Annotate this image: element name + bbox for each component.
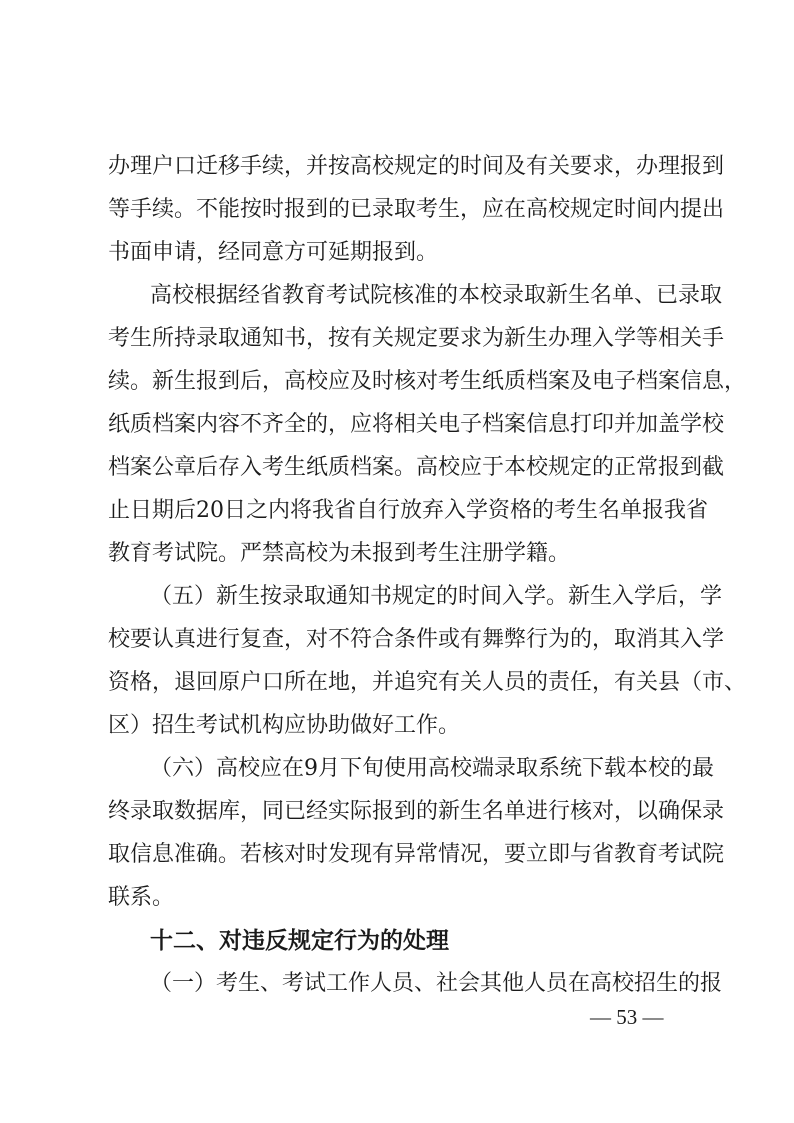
text-line: 考生所持录取通知书，按有关规定要求为新生办理入学等相关手 xyxy=(108,326,725,351)
text-line: 止日期后20日之内将我省自行放弃入学资格的考生名单报我省 xyxy=(108,498,708,523)
text-line: 高校根据经省教育考试院核准的本校录取新生名单、已录取 xyxy=(150,283,723,308)
text-line: 续。新生报到后，高校应及时核对考生纸质档案及电子档案信息， xyxy=(108,369,747,394)
text-line: 校要认真进行复查，对不符合条件或有舞弊行为的，取消其入学 xyxy=(108,627,725,652)
page-number: — 53 — xyxy=(590,1005,664,1029)
text-line: （五）新生按录取通知书规定的时间入学。新生入学后，学 xyxy=(150,584,723,609)
text-line: 取信息准确。若核对时发现有异常情况，要立即与省教育考试院 xyxy=(108,842,725,867)
text-line: （一）考生、考试工作人员、社会其他人员在高校招生的报 xyxy=(150,971,723,996)
text-line: 终录取数据库，同已经实际报到的新生名单进行核对，以确保录 xyxy=(108,799,725,824)
text-line: （六）高校应在9月下旬使用高校端录取系统下载本校的最 xyxy=(150,756,714,781)
text-line: 纸质档案内容不齐全的，应将相关电子档案信息打印并加盖学校 xyxy=(108,412,725,437)
text-line: 办理户口迁移手续，并按高校规定的时间及有关要求，办理报到 xyxy=(108,154,725,179)
text-line: 档案公章后存入考生纸质档案。高校应于本校规定的正常报到截 xyxy=(108,455,725,480)
text-line: 联系。 xyxy=(108,885,175,910)
text-line: 书面申请，经同意方可延期报到。 xyxy=(108,240,439,265)
text-line: 区）招生考试机构应协助做好工作。 xyxy=(108,713,461,738)
text-line: 资格，退回原户口所在地，并追究有关人员的责任，有关县（市、 xyxy=(108,670,747,695)
text-line: 教育考试院。严禁高校为未报到考生注册学籍。 xyxy=(108,541,571,566)
text-line: 等手续。不能按时报到的已录取考生，应在高校规定时间内提出 xyxy=(108,197,725,222)
section-heading: 十二、对违反规定行为的处理 xyxy=(150,928,449,954)
